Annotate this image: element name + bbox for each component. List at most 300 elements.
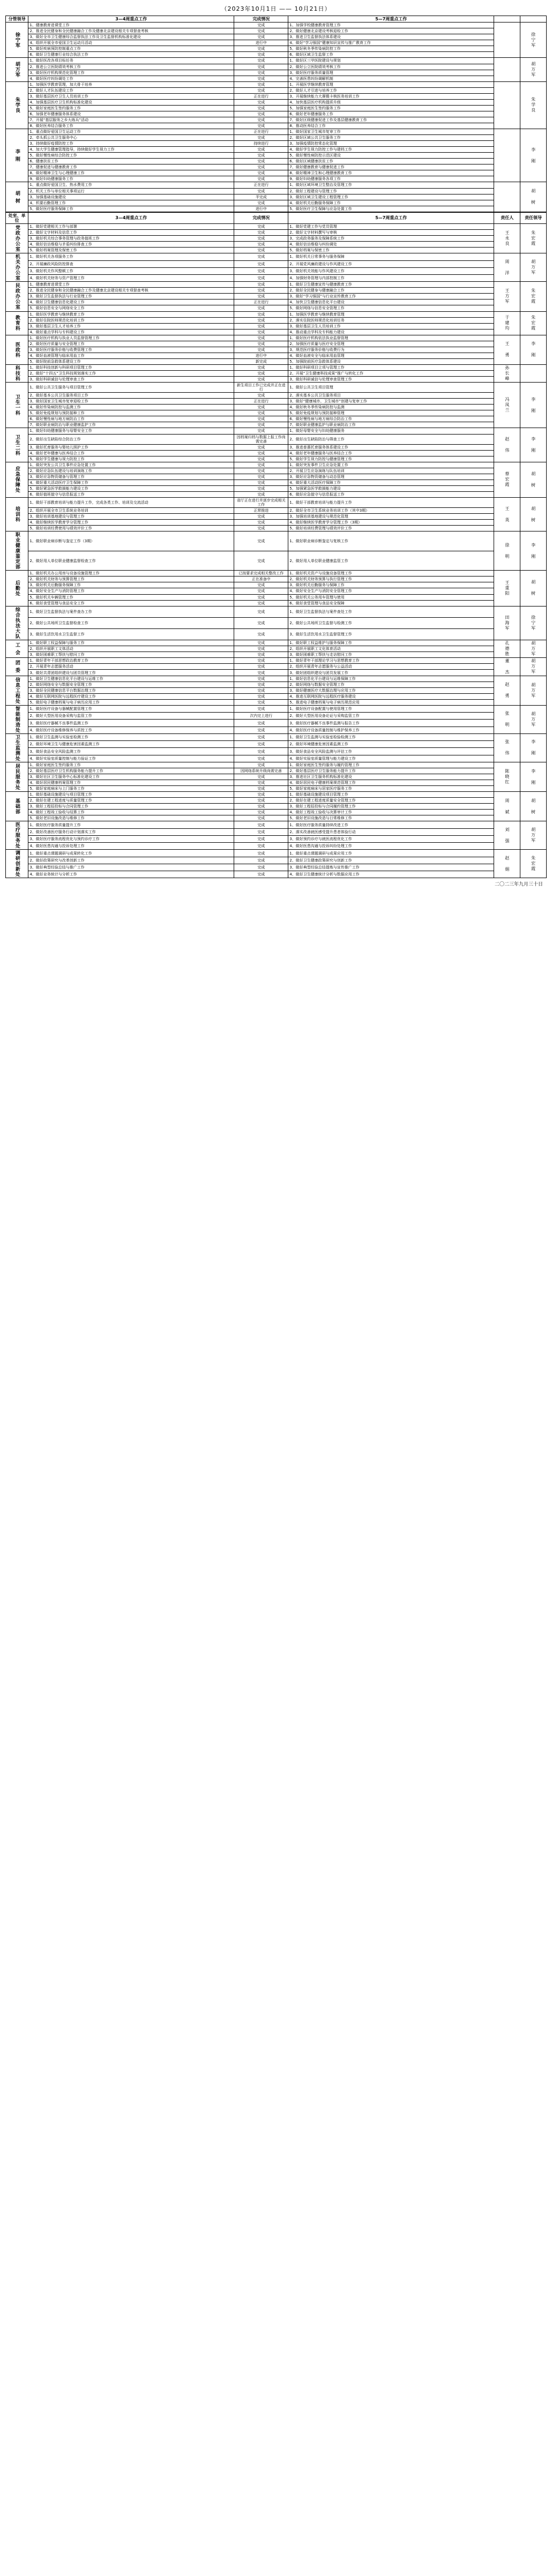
task-57-cell: 4、加快卫生健康信息化平台建设	[288, 299, 494, 305]
responsible-person-cell: 王方军	[494, 282, 520, 311]
task-57-cell: 2、做好文字材料撰写与审核	[288, 230, 494, 236]
task-57-cell: 1、做好基础设施建设项目管理工作	[288, 792, 494, 798]
task-34-cell: 1、加强医学教育管理，加大骨干培养	[28, 81, 234, 87]
status-cell: 完成	[234, 850, 288, 857]
status-cell: 完成	[234, 317, 288, 323]
task-57-cell: 2、落实改善就医感受提升患者体验行动	[288, 828, 494, 835]
table-row	[6, 323, 547, 329]
task-34-cell: 5、做好电子健康档案与电子病历应用工作	[28, 699, 234, 705]
status-cell: 完成	[234, 275, 288, 282]
task-34-cell: 3、加强基础设施建设	[28, 194, 234, 200]
status-cell: 完成	[234, 720, 288, 727]
responsible-person-cell: 王重阳	[494, 571, 520, 606]
task-57-cell: 2、组织开展青年志愿服务与公益活动	[288, 664, 494, 670]
table-row	[6, 288, 547, 294]
responsible-person-cell: 王永良	[494, 224, 520, 253]
table-row	[6, 576, 547, 582]
table-row	[6, 617, 547, 628]
task-57-cell: 3、做好生活饮用水卫生监督管理工作	[288, 628, 494, 640]
task-57-cell: 2、组织开展职工文化体育活动	[288, 646, 494, 652]
task-57-cell: 1、做好机关资产与设施设备管理工作	[288, 571, 494, 576]
status-cell: 完成	[234, 170, 288, 176]
table-row	[6, 111, 547, 117]
status-cell: 完成	[234, 762, 288, 768]
task-34-cell: 1、做好职工权益保障与服务工作	[28, 640, 234, 646]
task-57-cell: 6、做好慢性病与地方病综合防治工作	[288, 416, 494, 422]
department-name-cell: 医疗服务处	[6, 821, 28, 850]
status-cell: 完成	[234, 450, 288, 456]
table-row	[6, 646, 547, 652]
table-row	[6, 224, 547, 230]
task-57-cell: 2、开展卫生应急演练与队伍培训	[288, 468, 494, 474]
table-row	[6, 871, 547, 878]
status-cell: 完成	[234, 147, 288, 153]
table-row	[6, 768, 547, 774]
task-34-cell: 2、做好医疗质量与安全管理工作	[28, 341, 234, 347]
status-cell: 完成	[234, 600, 288, 606]
task-34-cell: 4、机要后勤管理工作	[28, 200, 234, 206]
status-cell: 完成	[234, 153, 288, 159]
task-34-cell: 4、做好信访维稳与矛盾纠纷排查工作	[28, 242, 234, 248]
status-cell: 完成	[234, 786, 288, 792]
task-34-cell: 5、做好信息安全与网络安全工作	[28, 305, 234, 311]
task-57-cell: 2、做好全民健身与健康融合工作	[288, 288, 494, 294]
task-34-cell: 1、健康教育进课堂工作	[28, 282, 234, 288]
responsible-leader-cell: 胡 树	[520, 182, 547, 212]
responsible-leader-cell	[520, 364, 547, 382]
task-57-cell: 2、做好区域公共卫生服务工作	[288, 135, 494, 141]
table-row	[6, 206, 547, 212]
table-row	[6, 850, 547, 857]
task-57-cell: 4、加强财务管理与内部控制工作	[288, 275, 494, 282]
responsible-person-cell: 王 勇	[494, 335, 520, 364]
col-resp-lead	[520, 16, 547, 23]
task-34-cell: 3、做好医疗服务价格与收费管理工作	[28, 347, 234, 353]
table-row	[6, 347, 547, 353]
task-34-cell: 1、重点做好爱国卫生、热水费用工作	[28, 182, 234, 188]
responsible-person-cell: 张 伟	[494, 733, 520, 762]
responsible-leader-cell: 胡万军	[520, 58, 547, 81]
status-cell: 完成	[234, 288, 288, 294]
task-34-cell: 3、做好全市卫生健康综合监督执法工作及卫生监督机构标准化建设	[28, 34, 234, 40]
task-57-cell: 5、做好档案与保密工作	[288, 248, 494, 253]
table-row	[6, 810, 547, 815]
task-57-cell: 5、做好免疫规划与预防接种管理	[288, 410, 494, 416]
status-cell: 完成	[234, 236, 288, 242]
status-cell: 完成	[234, 582, 288, 588]
status-cell: 完成	[234, 105, 288, 111]
task-34-cell: 1、重点做好爱国卫生运动工作	[28, 129, 234, 135]
status-cell: 完成	[234, 774, 288, 780]
responsible-leader-cell: 胡 树	[520, 498, 547, 531]
task-34-cell: 5、做好学生健康与视力防控工作	[28, 456, 234, 462]
task-57-cell: 7、做好职业健康监护与职业病防治工作	[288, 422, 494, 428]
table-row	[6, 741, 547, 748]
task-57-cell: 2、落实住院医师规范化培训任务	[288, 317, 494, 323]
status-cell: 完成	[234, 657, 288, 663]
task-57-cell: 1、加强医学教育与继续教育管理	[288, 311, 494, 317]
task-34-cell: 1、做好妇幼健康服务与母婴安全工作	[28, 428, 234, 434]
task-34-cell: 1、做好卫生监督执法与案件查办工作	[28, 606, 234, 617]
department-name-cell: 培训科	[6, 498, 28, 531]
task-34-cell: 3、做好国家卫生城市复审迎检工作	[28, 399, 234, 405]
table-row	[6, 81, 547, 87]
table-row	[6, 821, 547, 828]
task-34-cell: 1、做好党建相关工作与部署	[28, 224, 234, 230]
responsible-person-cell: 蔡宏霞	[494, 462, 520, 497]
responsible-person-cell: 孔德胜	[494, 640, 520, 657]
task-34-cell: 3、做好基层卫生人才培养工作	[28, 323, 234, 329]
responsible-leader-cell: 徐宁军	[520, 606, 547, 640]
table-row	[6, 480, 547, 485]
task-34-cell: 3、做好科研诚信与伦理审查工作	[28, 377, 234, 383]
lead-name-cell: 朱学良	[6, 81, 28, 129]
task-34-cell: 1、做好突发公共卫生事件应急处置工作	[28, 462, 234, 468]
table-row	[6, 588, 547, 594]
status-cell: 完成	[234, 462, 288, 468]
task-57-cell: 1、做好母婴安全与妇幼健康服务	[288, 428, 494, 434]
task-57-cell: 6、做好老年健康服务工作	[288, 111, 494, 117]
status-cell: 完成	[234, 594, 288, 600]
task-57-cell: 1、做好医疗服务质量持续改进工作	[288, 821, 494, 828]
col-resp	[494, 16, 520, 23]
dept-col1: 3—4周重点工作	[28, 212, 234, 223]
task-34-cell: 6、做好值班值守与信息报送工作	[28, 491, 234, 497]
status-cell: 完成	[234, 646, 288, 652]
status-cell: 完成	[234, 405, 288, 410]
department-name-cell: 医政科	[6, 335, 28, 364]
status-cell: 新完成	[234, 358, 288, 364]
task-57-cell: 2、开展“卫生健康科技成果”推广与转化工作	[288, 371, 494, 377]
table-row	[6, 253, 547, 260]
status-cell: 完成	[234, 46, 288, 52]
task-34-cell: 1、做好医疗服务质量提升工作	[28, 821, 234, 828]
status-cell: 完成	[234, 224, 288, 230]
status-cell: 完成	[234, 628, 288, 640]
table-row	[6, 76, 547, 81]
table-row	[6, 299, 547, 305]
task-57-cell: 3、做好机关后勤服务与保障工作	[288, 582, 494, 588]
task-57-cell: 4、做好安全生产与消防安全管理工作	[288, 588, 494, 594]
task-34-cell: 2、做好环境卫生与健康危害因素监测工作	[28, 741, 234, 748]
task-57-cell: 3、加强疫情防控常态化管理	[288, 141, 494, 147]
responsible-person-cell: 赵 勇	[494, 676, 520, 705]
task-57-cell: 6、做好应急值守与信息报送工作	[288, 491, 494, 497]
task-34-cell: 4、做好业务统计与分析工作	[28, 871, 234, 878]
task-57-cell: 1、做好重点课题调研与成果应用工作	[288, 850, 494, 857]
responsible-person-cell: 田海军	[494, 606, 520, 640]
status-cell: 新生项目工作已完成并正在进行	[234, 383, 288, 393]
task-34-cell: 4、做好老年健康与医养结合工作	[28, 450, 234, 456]
status-cell: 完成	[234, 670, 288, 676]
status-cell: 完成	[234, 230, 288, 236]
task-34-cell: 3、做好社区卫生服务中心标准化建设工作	[28, 774, 234, 780]
task-34-cell: 7、开展“基层服务之乡大练兵”活动	[28, 117, 234, 123]
responsible-leader-cell: 李 刚	[520, 335, 547, 364]
status-cell: 完成	[234, 34, 288, 40]
task-34-cell: 4、做好医疗设备维修保养与质控工作	[28, 727, 234, 733]
task-57-cell: 3、做好工程招投标与合同履约管理工作	[288, 804, 494, 810]
task-34-cell: 3、做好困难职工帮扶与慰问工作	[28, 652, 234, 657]
task-57-cell: 4、做好医疗设备质量控制与维护保养工作	[288, 727, 494, 733]
status-cell: 完成	[234, 640, 288, 646]
status-cell: 完成	[234, 311, 288, 317]
task-57-cell: 4、做好实验室质量管理与能力建设工作	[288, 755, 494, 762]
dept-col0: 处室、单位	[6, 212, 28, 223]
table-row	[6, 682, 547, 687]
table-row	[6, 713, 547, 720]
lead-sections-body	[6, 23, 547, 212]
page-root	[0, 0, 552, 890]
task-34-cell: 3、做好托育服务与婴幼儿照护工作	[28, 444, 234, 450]
task-34-cell: 4、做好实验室质量控制与能力验证工作	[28, 755, 234, 762]
table-row	[6, 377, 547, 383]
task-34-cell: 1、做好机关各项服务工作	[28, 253, 234, 260]
task-34-cell: 3、做好培训基地建设与管理工作	[28, 514, 234, 520]
task-57-cell: 2、做好基层医疗卫生服务能力提升工作	[288, 768, 494, 774]
dept-col3: 5—7周重点工作	[288, 212, 494, 223]
table-row	[6, 531, 547, 551]
status-cell: 正在进行	[234, 399, 288, 405]
table-row	[6, 99, 547, 105]
task-34-cell: 1、做好重点课题调研与成果转化工作	[28, 850, 234, 857]
task-57-cell: 5、做好网络与信息安全管理工作	[288, 305, 494, 311]
status-cell: 完成	[234, 491, 288, 497]
task-34-cell: 2、做好文字材料及信息工作	[28, 230, 234, 236]
task-34-cell: 3、做好医疗器械不良事件监测工作	[28, 720, 234, 727]
table-row	[6, 468, 547, 474]
task-57-cell: 2、做好大型医用设备论证与采购监管工作	[288, 713, 494, 720]
task-34-cell: 2、做好人才队伍建设工作	[28, 87, 234, 93]
task-57-cell: 2、做好出生缺陷防治与筛查工作	[288, 434, 494, 444]
task-34-cell: 3、做好典型经验总结与推广工作	[28, 864, 234, 871]
responsible-person-cell	[494, 182, 520, 212]
responsible-leader-cell: 徐宁军	[520, 23, 547, 58]
task-57-cell: 3、做好典型经验总结提炼与宣传推广工作	[288, 864, 494, 871]
task-34-cell: 5、做好培训经费使用与绩效评价工作	[28, 526, 234, 531]
table-row	[6, 450, 547, 456]
table-row	[6, 182, 547, 188]
task-57-cell: 1、做好干部教育培训与能力提升工作	[288, 498, 494, 508]
task-34-cell: 1、做好家庭医生签约服务工作	[28, 762, 234, 768]
task-34-cell: 5、做好机关车辆管理工作	[28, 594, 234, 600]
table-row	[6, 774, 547, 780]
task-57-cell: 3、做好困难职工帮扶与走访慰问工作	[288, 652, 494, 657]
table-row	[6, 828, 547, 835]
task-34-cell: 3、做好机关作风整顿工作	[28, 267, 234, 274]
task-57-cell: 8、推动医养结合工作	[288, 123, 494, 129]
responsible-person-cell: 徐 明	[494, 531, 520, 571]
table-row	[6, 508, 547, 514]
document-footer: 二〇二三年九月三十日	[494, 882, 543, 888]
responsible-person-cell: 冯凤兰	[494, 383, 520, 428]
task-57-cell: 5、加强紧急医学救援能力建设	[288, 485, 494, 491]
status-cell: 完成	[234, 329, 288, 335]
responsible-leader-cell: 胡万军	[520, 640, 547, 657]
table-row	[6, 260, 547, 267]
task-57-cell: 3、推进卫生监督执法体系建设	[288, 34, 494, 40]
responsible-leader-cell: 朱宏霞	[520, 311, 547, 335]
task-57-cell: 3、推进社区卫生服务机构标准化建设	[288, 774, 494, 780]
department-name-cell: 信息工程处	[6, 676, 28, 705]
table-row	[6, 200, 547, 206]
col-task34: 3—4周重点工作	[28, 16, 234, 23]
responsible-leader-cell: 胡 树	[520, 462, 547, 497]
department-name-cell: 团 委	[6, 657, 28, 676]
task-57-cell: 3、做好区域卫生建设工程管理工作	[288, 194, 494, 200]
table-row	[6, 371, 547, 377]
status-cell: 半完成	[234, 194, 288, 200]
table-row	[6, 123, 547, 129]
status-cell: 完成	[234, 58, 288, 64]
responsible-leader-cell: 朱宏霞	[520, 224, 547, 253]
task-34-cell: 3、做好机关综合事务管理与政务值班工作	[28, 236, 234, 242]
department-name-cell: 工 会	[6, 640, 28, 657]
task-57-cell: 1、做好信息化平台建设与运维保障工作	[288, 676, 494, 682]
table-row	[6, 242, 547, 248]
task-57-cell: 1、做好卫生监测与实验室检验检测工作	[288, 733, 494, 740]
task-34-cell: 2、做好在建工程进度与质量管理工作	[28, 798, 234, 804]
table-row	[6, 416, 547, 422]
task-57-cell: 3、做好医疗器械不良事件监测与报告工作	[288, 720, 494, 727]
task-57-cell: 3、做好健康医疗大数据治理与应用工作	[288, 687, 494, 693]
main-table	[5, 16, 547, 212]
lead-name-cell: 胡万军	[6, 58, 28, 81]
task-34-cell: 3、做好食品安全风险监测工作	[28, 748, 234, 755]
task-57-cell: 6、做好区域健康扶贫工作	[288, 159, 494, 164]
task-34-cell: 3、做好生活饮用水卫生监督工作	[28, 628, 234, 640]
status-cell: 完成	[234, 748, 288, 755]
task-57-cell: 1、做好党建工作与党员管理	[288, 224, 494, 230]
task-57-cell: 2、做好网络与数据安全管理工作	[288, 682, 494, 687]
task-57-cell: 4、做好秋冬季传染病防控与监测	[288, 405, 494, 410]
task-57-cell: 3、完成政务服务及保障系统工作	[288, 236, 494, 242]
table-row	[6, 699, 547, 705]
responsible-leader-cell: 胡万军	[520, 705, 547, 733]
task-57-cell: 3、开展继续能力大赛暨卡核医务培训工作	[288, 93, 494, 99]
table-row	[6, 329, 547, 335]
table-row	[6, 864, 547, 871]
status-cell: 完成	[234, 857, 288, 864]
department-name-cell: 职业健康鉴定部	[6, 531, 28, 571]
table-row	[6, 188, 547, 194]
task-57-cell: 3、做好医疗服务质量管理	[288, 70, 494, 76]
table-row	[6, 405, 547, 410]
status-cell: 完成	[234, 282, 288, 288]
task-57-cell: 1、做好家庭医生签约服务与履约管理工作	[288, 762, 494, 768]
status-cell: 完成	[234, 393, 288, 399]
table-row	[6, 720, 547, 727]
task-34-cell: 2、做好出生缺陷综合防治工作	[28, 434, 234, 444]
task-57-cell: 3、做好食品安全风险监测与评估工作	[288, 748, 494, 755]
task-57-cell: 3、做好机关效能与作风建设工作	[288, 267, 494, 274]
status-cell: 正在准备中	[234, 576, 288, 582]
responsible-person-cell: 董 杰	[494, 657, 520, 676]
task-34-cell: 4、做好卫生健康信息化建设工作	[28, 299, 234, 305]
task-34-cell: 5、做好慢性病综合防控工作	[28, 153, 234, 159]
task-57-cell: 4、做好医患沟通与投诉纠纷处理工作	[288, 843, 494, 850]
status-cell: 完成	[234, 81, 288, 87]
task-34-cell: 5、做好免疫规划与预防接种工作	[28, 410, 234, 416]
table-row	[6, 40, 547, 46]
task-57-cell: 4、做好卫生健康统计分析与数据应用工作	[288, 871, 494, 878]
task-34-cell: 1、做好医改各项目标任务	[28, 58, 234, 64]
task-57-cell: 4、加快基层医疗机构提质升级	[288, 99, 494, 105]
status-cell: 完成	[234, 871, 288, 878]
status-cell: 完成	[234, 428, 288, 434]
responsible-leader-cell: 胡 树	[520, 792, 547, 821]
status-cell: 完成	[234, 804, 288, 810]
task-34-cell: 9、做好妇幼健康服务工作	[28, 176, 234, 182]
task-34-cell: 2、做好改善医疗服务行动计划落实工作	[28, 828, 234, 835]
task-57-cell: 2、落实基本公共卫生服务项目	[288, 393, 494, 399]
dept-col5: 责任领导	[520, 212, 547, 223]
table-row	[6, 526, 547, 531]
status-cell: 完成	[234, 371, 288, 377]
responsible-leader-cell: 胡万军	[520, 676, 547, 705]
status-cell: 完成	[234, 364, 288, 370]
department-name-cell: 后勤处	[6, 571, 28, 606]
responsible-person-cell	[494, 129, 520, 182]
table-row	[6, 434, 547, 444]
status-cell: 完成	[234, 864, 288, 871]
table-row	[6, 444, 547, 450]
task-34-cell: 2、开展青年志愿服务活动	[28, 664, 234, 670]
task-34-cell: 3、做好全民健康信息平台数据治理工作	[28, 687, 234, 693]
responsible-person-cell: 于建均	[494, 311, 520, 335]
table-row	[6, 462, 547, 468]
status-cell: 完成	[234, 551, 288, 571]
table-row	[6, 275, 547, 282]
status-cell: 次内完上进行	[234, 713, 288, 720]
department-name-cell: 机关办公室	[6, 253, 28, 282]
status-cell: 完成	[234, 755, 288, 762]
table-row	[6, 341, 547, 347]
task-34-cell: 5、做好疾病预防控制重点工作	[28, 46, 234, 52]
status-cell: 完成	[234, 117, 288, 123]
status-cell: 完成	[234, 422, 288, 428]
task-34-cell: 4、加大学生健康管理指导，持续做好学生视力工作	[28, 147, 234, 153]
task-57-cell: 1、做好医疗设备配置与使用管理工作	[288, 705, 494, 712]
department-name-cell: 智能制造处	[6, 705, 28, 733]
table-row	[6, 135, 547, 141]
table-row	[6, 428, 547, 434]
status-cell: 进行中	[234, 40, 288, 46]
task-34-cell: 4、做好传染病防控与监测工作	[28, 405, 234, 410]
status-cell: 完成	[234, 520, 288, 526]
responsible-leader-cell: 胡万军	[520, 657, 547, 676]
task-34-cell: 2、做好应急队伍建设与培训演练工作	[28, 468, 234, 474]
department-name-cell: 卫生监测处	[6, 733, 28, 762]
task-34-cell: 3、持续做好疫情防控工作	[28, 141, 234, 147]
status-cell: 省厅正在进行并逐步完成相关工作	[234, 498, 288, 508]
status-cell: 完成	[234, 456, 288, 462]
status-cell: 完成	[234, 123, 288, 129]
task-34-cell: 2、做好基本公共卫生服务项目工作	[28, 393, 234, 399]
status-cell: 完成	[234, 526, 288, 531]
dept-col2: 完成情况	[234, 212, 288, 223]
date-range-header: （2023年10月1日 —— 10月21日）	[221, 5, 331, 12]
task-34-cell: 6、做好卫生健康行业综合执法工作	[28, 52, 234, 58]
task-34-cell: 5、做好老旧设施改造与维修工作	[28, 815, 234, 821]
table-row	[6, 410, 547, 416]
table-row	[6, 34, 547, 40]
table-row	[6, 571, 547, 576]
task-34-cell: 5、做好院前急救体系建设工作	[28, 358, 234, 364]
table-row	[6, 594, 547, 600]
task-57-cell: 4、推动重点学科及专科能力建设	[288, 329, 494, 335]
task-57-cell: 4、做好重大活动医疗保障工作	[288, 480, 494, 485]
